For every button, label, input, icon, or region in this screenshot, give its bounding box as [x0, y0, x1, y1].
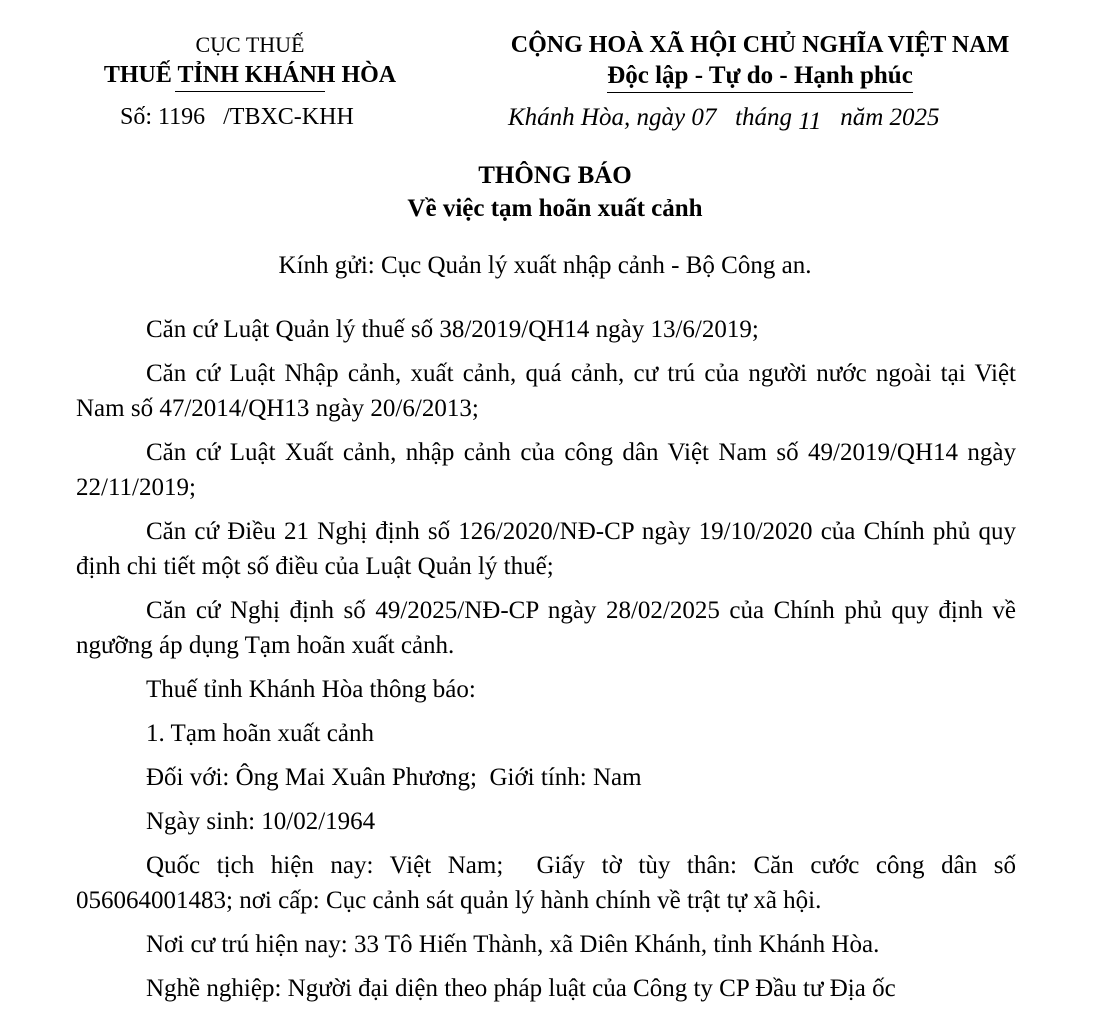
number-label: Số:	[120, 104, 153, 130]
number-value: 1196	[158, 104, 206, 130]
subject-nationality-id: Quốc tịch hiện nay: Việt Nam; Giấy tờ tùy thân: Căn cước công dân số 056064001483; nơi cấp: Cục cảnh sát quản lý hành chính về trật tự xã hội.	[76, 852, 1023, 914]
agency-name: THUẾ TỈNH KHÁNH HÒA	[103, 62, 397, 88]
parent-agency: CỤC THUẾ	[195, 32, 305, 57]
legal-basis-paragraph: Căn cứ Luật Nhập cảnh, xuất cảnh, quá cảnh, cư trú của người nước ngoài tại Việt Nam số 47/2014/QH13 ngày 20/6/2013;	[76, 360, 1016, 422]
date-day: 07	[691, 104, 717, 131]
national-motto: Độc lập - Tự do - Hạnh phúc	[607, 60, 913, 93]
document-subtitle: Về việc tạm hoãn xuất cảnh	[407, 195, 703, 222]
legal-basis-paragraph: Căn cứ Điều 21 Nghị định số 126/2020/NĐ-CP ngày 19/10/2020 của Chính phủ quy định chi tiết một số điều của Luật Quản lý thuế;	[76, 518, 1016, 580]
date-month: 11	[798, 108, 822, 135]
notice-intro: Thuế tỉnh Khánh Hòa thông báo:	[146, 676, 476, 703]
legal-basis-paragraph: Căn cứ Nghị định số 49/2025/NĐ-CP ngày 28/02/2025 của Chính phủ quy định về ngưỡng áp dụng Tạm hoãn xuất cảnh.	[76, 597, 1016, 659]
recipient-line: Kính gửi: Cục Quản lý xuất nhập cảnh - Bộ Công an.	[278, 252, 812, 279]
subject-name: Đối với: Ông Mai Xuân Phương; Giới tính: Nam	[146, 764, 642, 791]
legal-basis-paragraph: Căn cứ Luật Xuất cảnh, nhập cảnh của công dân Việt Nam số 49/2019/QH14 ngày 22/11/2019;	[76, 439, 1016, 501]
date-year: năm 2025	[840, 104, 940, 131]
issue-date	[508, 104, 940, 135]
national-title: CỘNG HOÀ XÃ HỘI CHỦ NGHĨA VIỆT NAM	[510, 32, 1010, 58]
national-heading-block	[440, 30, 1080, 93]
section-heading: 1. Tạm hoãn xuất cảnh	[146, 720, 374, 747]
subject-occupation: Nghề nghiệp: Người đại diện theo pháp luật của Công ty CP Đầu tư Địa ốc	[146, 975, 896, 1002]
issuing-agency-block	[80, 30, 420, 92]
document-number	[120, 104, 354, 131]
date-month-label: tháng	[735, 104, 793, 131]
document-body	[76, 312, 1023, 1015]
subject-residence: Nơi cư trú hiện nay: 33 Tô Hiến Thành, xã Diên Khánh, tỉnh Khánh Hòa.	[146, 931, 880, 958]
legal-basis-paragraph: Căn cứ Luật Quản lý thuế số 38/2019/QH14 ngày 13/6/2019;	[146, 316, 759, 343]
agency-underline	[175, 91, 325, 92]
date-place: Khánh Hòa, ngày	[508, 104, 686, 131]
subject-birthdate: Ngày sinh: 10/02/1964	[146, 808, 376, 835]
number-suffix: /TBXC-KHH	[223, 104, 354, 130]
document-title: THÔNG BÁO	[478, 162, 632, 189]
